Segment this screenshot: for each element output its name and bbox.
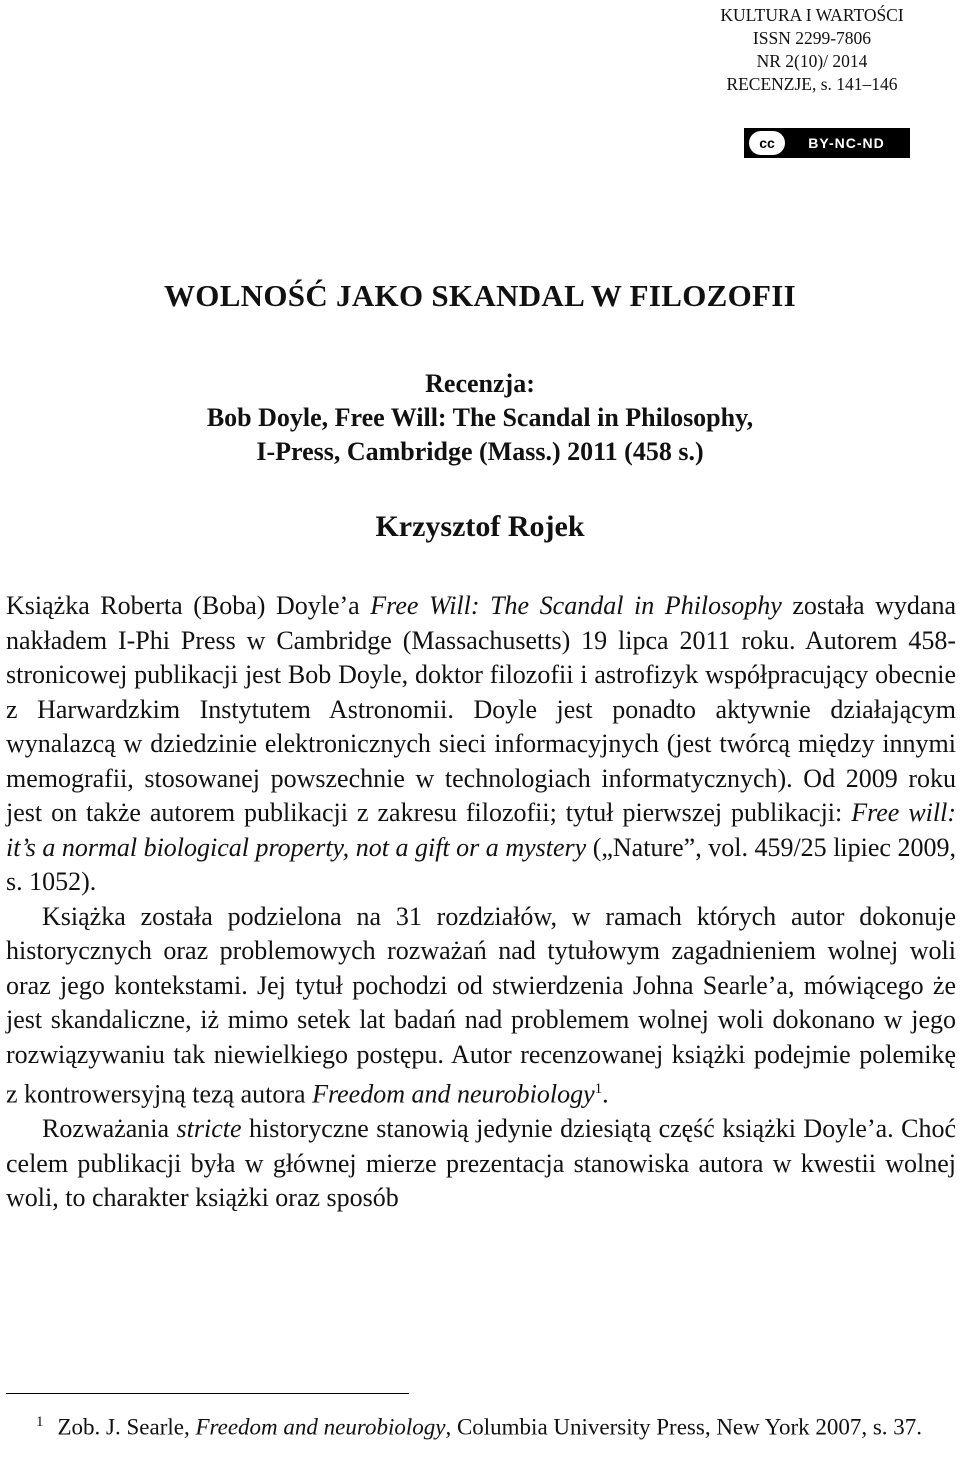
paragraph-1	[6, 589, 956, 900]
text-run: , Columbia University Press, New York 2007, s. 37.	[445, 1414, 923, 1440]
reviewed-book	[0, 367, 960, 469]
footnote-number: 1	[36, 1414, 44, 1430]
text-run: Zob. J. Searle,	[57, 1414, 196, 1440]
issue-number: NR 2(10)/ 2014	[756, 51, 868, 71]
journal-header	[682, 4, 942, 96]
cc-icon: cc	[749, 131, 785, 155]
book-citation-line-1: Bob Doyle, Free Will: The Scandal in Philosophy,	[206, 403, 754, 432]
cc-license-badge	[744, 128, 910, 158]
cited-title-italic: Freedom and neurobiology	[312, 1079, 595, 1109]
footnote-title-italic: Freedom and neurobiology	[195, 1414, 446, 1440]
article-author: Krzysztof Rojek	[375, 510, 585, 543]
footnote-reference: 1	[594, 1081, 603, 1097]
text-run: Rozważania	[42, 1114, 177, 1144]
paragraph-2	[6, 900, 956, 1113]
book-citation-line-2: I-Press, Cambridge (Mass.) 2011 (458 s.)	[256, 437, 704, 466]
latin-term-italic: stricte	[176, 1114, 242, 1144]
text-run: historyczne stanowią jedynie dziesiątą część książki Doyle’a. Choć celem publikacji była w głównej mierze prezentacja stanowiska autora w kwestii wolnej woli, to charakter książki oraz sposób	[6, 1114, 956, 1213]
paragraph-3	[6, 1112, 956, 1216]
issn: ISSN 2299-7806	[752, 28, 872, 48]
section-pages: RECENZJE, s. 141–146	[726, 74, 898, 94]
text-run: została wydana nakładem I-Phi Press w Cambridge (Massachusetts) 19 lipca 2011 roku. Autorem 458-stronicowej publikacji jest Bob Doyle, doktor filozofii i astrofizyk współpracujący obecnie z Harwardzkim Instytutem Astronomii. Doyle jest ponadto aktywnie działającym wynalazcą w dziedzinie elektronicznych sieci informacyjnych (jest twórcą między innymi memografii, stosowanej powszechnie w technologiach informatycznych). Od 2009 roku jest on także autorem publikacji z zakresu filozofii; tytuł pierwszej publikacji:	[6, 591, 956, 827]
article-body	[6, 589, 956, 1216]
book-title-italic: Free Will: The Scandal in Philosophy	[370, 591, 782, 620]
text-run: .	[602, 1079, 609, 1109]
text-run: Książka Roberta (Boba) Doyle’a	[6, 591, 371, 620]
license-terms: BY-NC-ND	[808, 135, 885, 151]
footnote-separator	[6, 1393, 409, 1394]
footnote	[6, 1407, 956, 1443]
journal-name: KULTURA I WARTOŚCI	[720, 5, 904, 25]
article-title: WOLNOŚĆ JAKO SKANDAL W FILOZOFII	[163, 278, 797, 313]
text-run: Książka została podzielona na 31 rozdziałów, w ramach których autor dokonuje historycznych oraz problemowych rozważań nad tytułowym zagadnieniem wolnej woli oraz jego kontekstami. Jej tytuł pochodzi od stwierdzenia Johna Searle’a, mówiącego że jest skandaliczne, iż mimo setek lat badań nad problemem wolnej woli dokonano w jego rozwiązywaniu tak niewielkiego postępu. Autor recenzowanej książki podejmie polemikę z kontrowersyjną tezą autora	[6, 901, 956, 1109]
publication-title-italic: Free will: it’s a normal biological property, not a gift or a mystery	[6, 798, 956, 862]
review-label: Recenzja:	[425, 369, 535, 398]
text-run: („Nature”, vol. 459/25 lipiec 2009, s. 1052).	[6, 832, 956, 896]
